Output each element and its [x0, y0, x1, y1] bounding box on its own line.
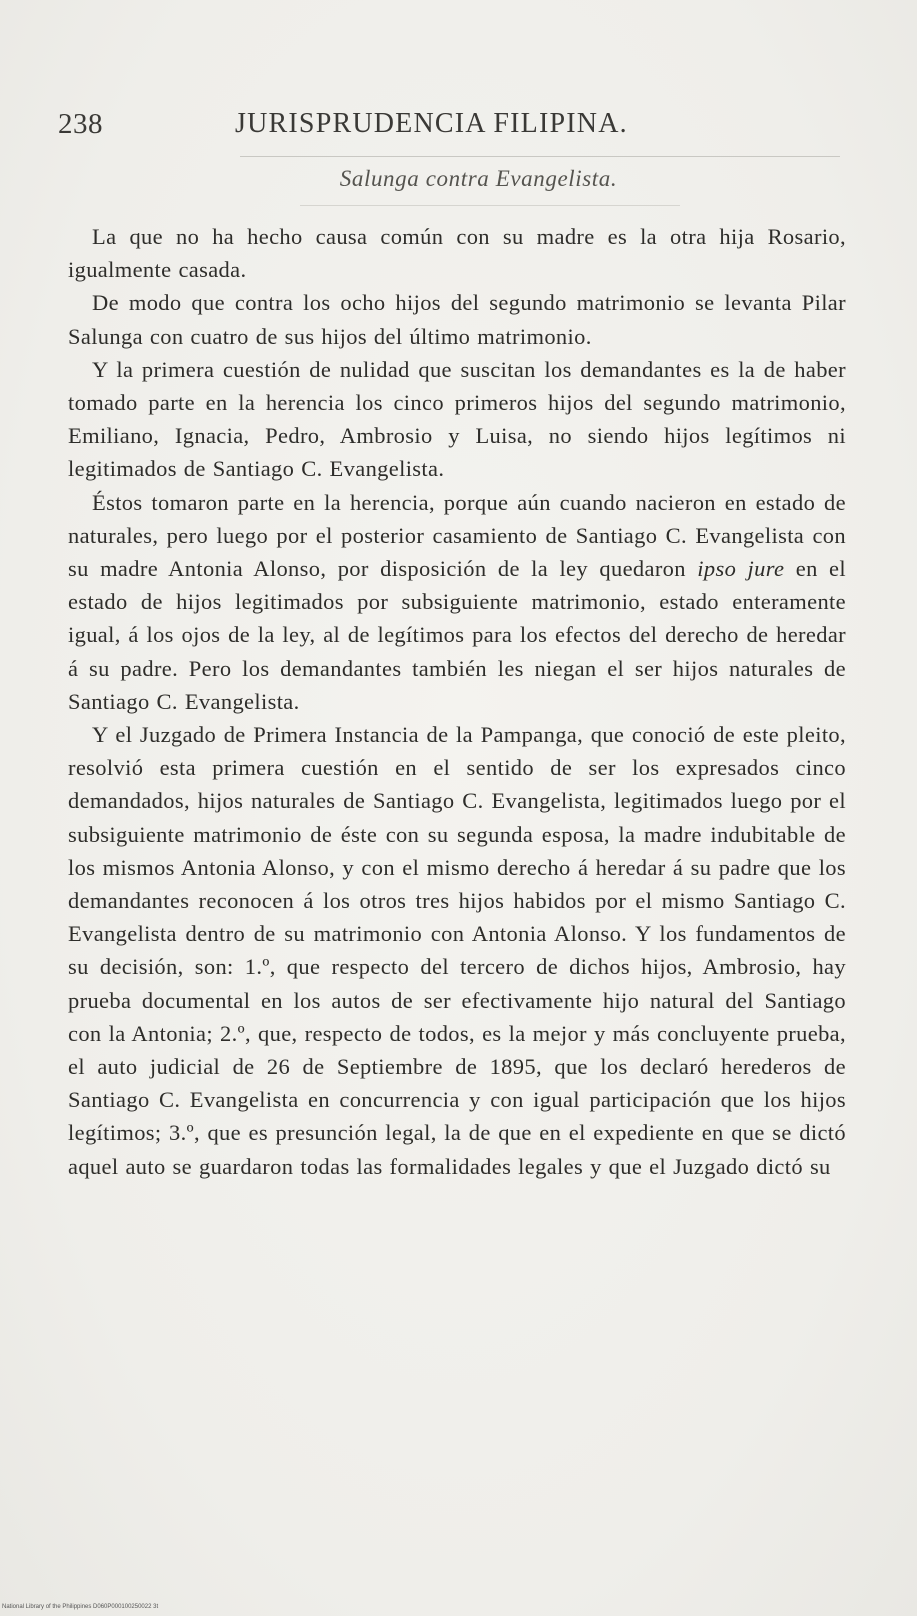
paragraph-text: en el estado de hijos legitimados por subsiguiente matrimonio, estado enteramente igual, á los ojos de la ley, al de legítimos para los efectos del derecho de heredar á su padre. Pero los demandantes también les niegan el ser hijos naturales de Santiago C. Evangelista.	[68, 556, 846, 714]
header-rule-top	[240, 156, 840, 157]
paragraph-text: Éstos tomaron parte en la herencia, porque aún cuando nacieron en estado de naturales, pero luego por el posterior casamiento de Santiago C. Evangelista con su madre Antonia Alonso, por disposición de la ley quedaron	[68, 489, 846, 582]
paragraph: Y el Juzgado de Primera Instancia de la Pampanga, que conoció de este pleito, resolvió esta primera cuestión en el sentido de ser los expresados cinco demandados, hijos naturales de Santiago C. Evangelista, legitimados luego por el subsiguiente matrimonio de éste con su segunda esposa, la madre indubitable de los mismos Antonia Alonso, y con el mismo derecho á heredar á su padre que los demandantes reconocen á los otros tres hijos habidos por el mismo Santiago C. Evangelista dentro de su matrimonio con Antonia Alonso. Y los fundamentos de su decisión, son: 1.º, que respecto del tercero de dichos hijos, Ambrosio, hay prueba documental en los autos de ser efectivamente hijo natural del Santiago con la Antonia; 2.º, que, respecto de todos, es la mejor y más concluyente prueba, el auto judicial de 26 de Septiembre de 1895, que los declaró herederos de Santiago C. Evangelista en concurrencia y con igual participación que los hijos legítimos; 3.º, que es presunción legal, la de que en el expediente en que se dictó aquel auto se guardaron todas las formalidades legales y que el Juzgado dictó su	[68, 722, 846, 1179]
paragraph	[68, 486, 846, 718]
italic-phrase: ipso jure	[697, 556, 785, 582]
running-head	[58, 108, 858, 148]
paragraph: La que no ha hecho causa común con su madre es la otra hija Rosario, igualmente casada.	[68, 224, 846, 283]
paragraph: Y la primera cuestión de nulidad que suscitan los demandantes es la de haber tomado parte en la herencia los cinco primeros hijos del segundo matrimonio, Emiliano, Ignacia, Pedro, Ambrosio y Luisa, no siendo hijos legítimos ni legitimados de Santiago C. Evangelista.	[68, 356, 846, 482]
body-text	[68, 220, 846, 1183]
paragraph: De modo que contra los ocho hijos del segundo matrimonio se levanta Pilar Salunga con cuatro de sus hijos del último matrimonio.	[68, 290, 846, 349]
scan-credit: National Library of the Philippines D060P000100250022 3t	[2, 1604, 159, 1610]
page-number: 238	[58, 108, 103, 140]
header-rule-bottom	[300, 205, 680, 206]
case-caption: Salunga contra Evangelista.	[339, 166, 618, 191]
journal-title: JURISPRUDENCIA FILIPINA.	[235, 108, 628, 139]
